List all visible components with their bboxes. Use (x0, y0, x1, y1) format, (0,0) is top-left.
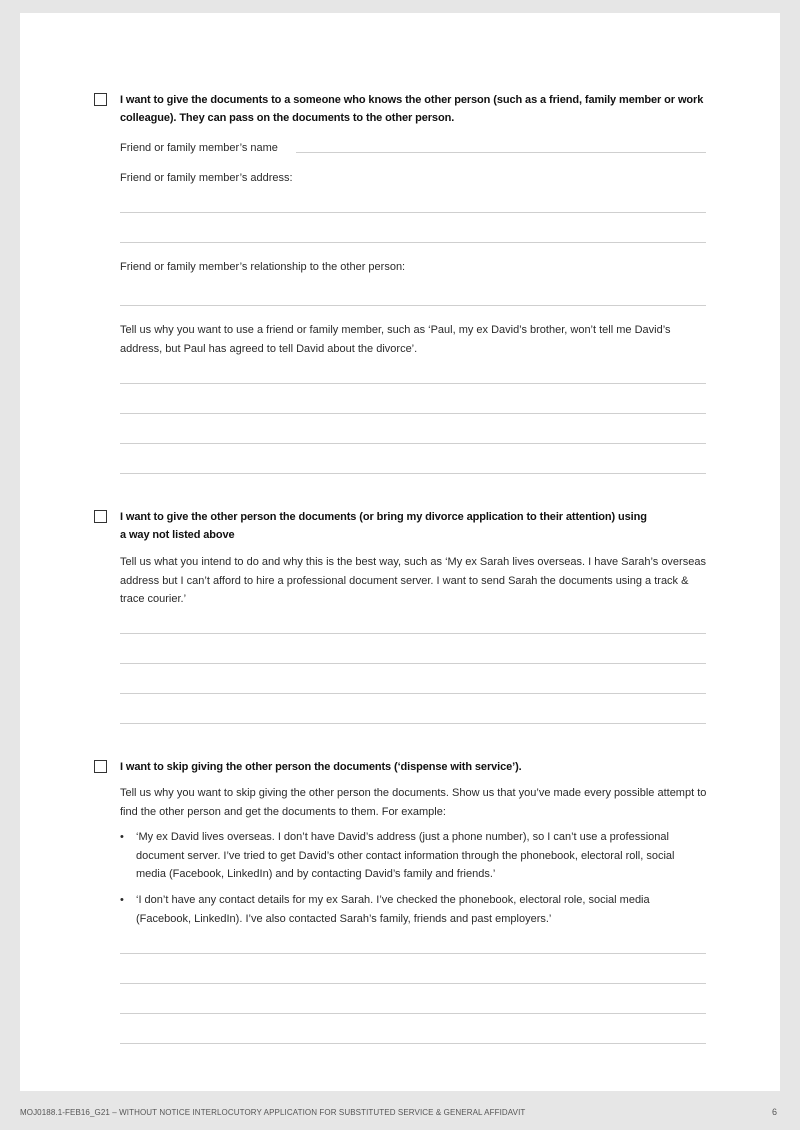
relationship-line[interactable] (120, 305, 706, 306)
section2-heading: I want to give the other person the documents (or bring my divorce application to their attention) using a way not listed above (120, 511, 647, 541)
address-line-2[interactable] (120, 242, 706, 243)
dispense-line-2[interactable] (120, 983, 706, 984)
name-field[interactable] (296, 152, 706, 153)
reason-line-2[interactable] (120, 413, 706, 414)
friend-family-checkbox[interactable] (94, 93, 107, 106)
name-label: Friend or family member’s name (120, 142, 278, 154)
section1-heading: I want to give the documents to a someone who knows the other person (such as a friend, family member or work colleague). They can pass on the documents to the other person. (120, 94, 704, 124)
other-way-line-1[interactable] (120, 633, 706, 634)
section2-prompt: Tell us what you intend to do and why this is the best way, such as ‘My ex Sarah lives overseas. I have Sarah’s overseas address but I can’t afford to hire a professional document server. I want to send Sarah the documents using a track & trace courier.’ (120, 556, 706, 605)
dispense-service-checkbox[interactable] (94, 760, 107, 773)
page-number: 6 (772, 1107, 778, 1117)
address-line-1[interactable] (120, 212, 706, 213)
dispense-line-4[interactable] (120, 1043, 706, 1044)
section3-prompt: Tell us why you want to skip giving the other person the documents. Show us that you’ve made every possible attempt to find the other person and get the documents to them. For example: (120, 787, 707, 818)
dispense-line-1[interactable] (120, 953, 706, 954)
example-bullet-1 (120, 828, 710, 884)
section3-heading: I want to skip giving the other person the documents (‘dispense with service’). (120, 761, 522, 773)
reason-line-1[interactable] (120, 383, 706, 384)
example-bullet-2 (120, 891, 710, 929)
bullet-marker: • (120, 894, 124, 906)
section1-prompt: Tell us why you want to use a friend or family member, such as ‘Paul, my ex David’s brother, won’t tell me David’s address, but Paul has agreed to tell David about the divorce’. (120, 324, 671, 355)
reason-line-4[interactable] (120, 473, 706, 474)
bullet-marker: • (120, 831, 124, 843)
other-way-checkbox[interactable] (94, 510, 107, 523)
relationship-label: Friend or family member’s relationship to the other person: (120, 261, 406, 273)
reason-line-3[interactable] (120, 443, 706, 444)
footer-form-code: MOJ0188.1-FEB16_G21 – WITHOUT NOTICE INTERLOCUTORY APPLICATION FOR SUBSTITUTED SERVICE & GENERAL AFFIDAVIT (20, 1108, 526, 1117)
bullet-text: ‘I don’t have any contact details for my ex Sarah. I’ve checked the phonebook, electoral role, social media (Facebook, LinkedIn). I’ve also contacted Sarah’s family, friends and past employers.’ (136, 894, 650, 925)
bullet-text: ‘My ex David lives overseas. I don’t have David’s address (just a phone number), so I can’t use a professional document server. I’ve tried to get David’s other contact information through the phonebook, electoral roll, social media (Facebook, LinkedIn) and by contacting David’s family and friends.’ (136, 831, 675, 880)
other-way-line-4[interactable] (120, 723, 706, 724)
other-way-line-2[interactable] (120, 663, 706, 664)
dispense-line-3[interactable] (120, 1013, 706, 1014)
other-way-line-3[interactable] (120, 693, 706, 694)
address-label: Friend or family member’s address: (120, 172, 293, 184)
